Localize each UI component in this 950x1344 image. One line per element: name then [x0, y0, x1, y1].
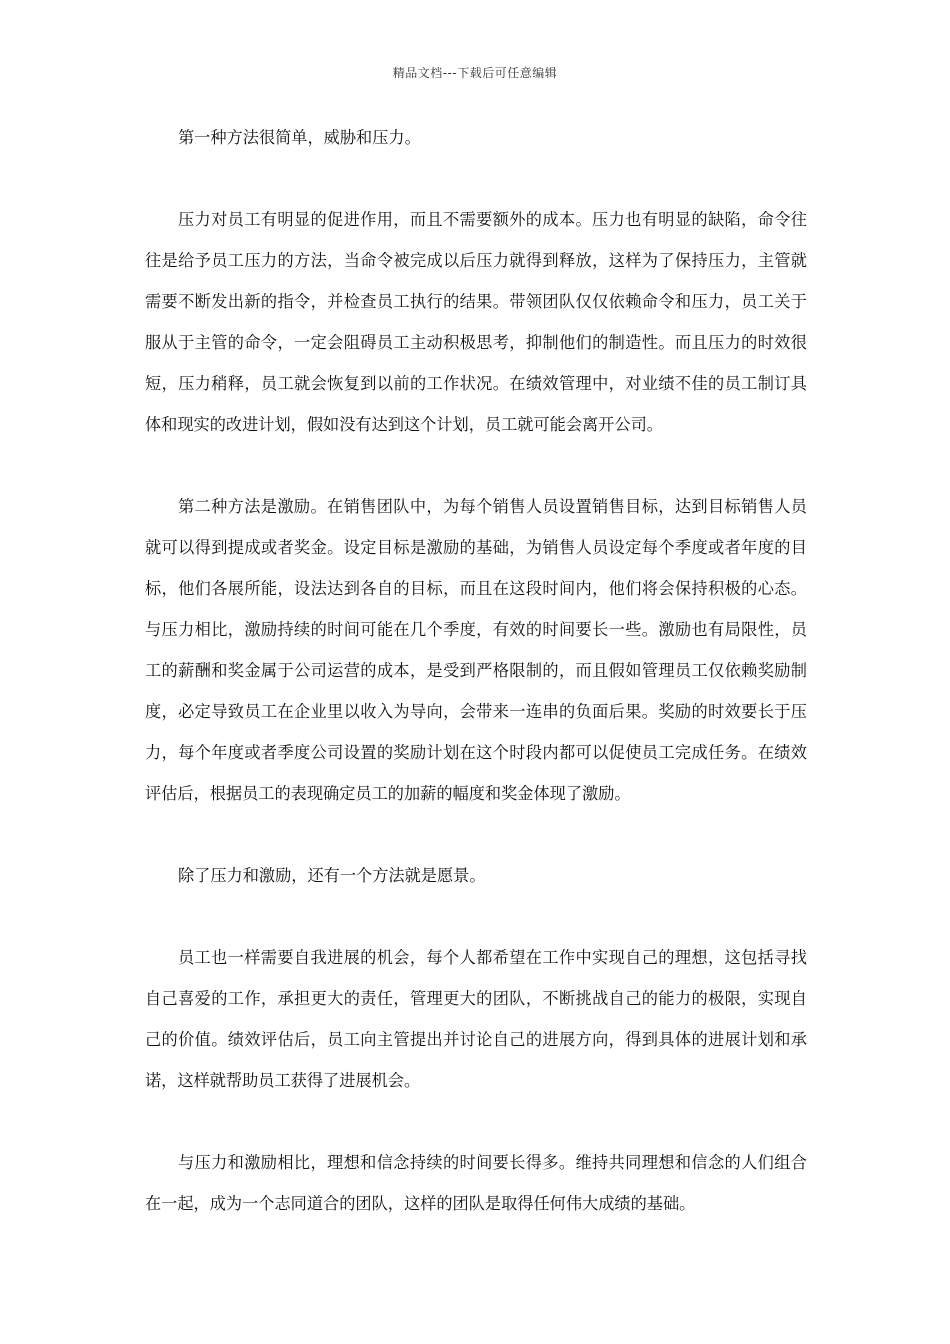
paragraph-text: 第一种方法很简单，威胁和压力。 [178, 128, 421, 147]
paragraph-text: 第二种方法是激励。在销售团队中，为每个销售人员设置销售目标，达到目标销售人员就可以得到提成或者奖金。设定目标是激励的基础，为销售人员设定每个季度或者年度的目标，他们各展所能，设法达到各自的目标，而且在这段时间内，他们将会保持积极的心态。与压力相比，激励持续的时间可能在几个季度，有效的时间要长一些。激励也有局限性，员工的薪酬和奖金属于公司运营的成本，是受到严格限制的，而且假如管理员工仅依赖奖励制度，必定导致员工在企业里以收入为导向，会带来一连串的负面后果。奖励的时效要长于压力，每个年度或者季度公司设置的奖励计划在这个时段内都可以促使员工完成任务。在绩效评估后，根据员工的表现确定员工的加薪的幅度和奖金体现了激励。 [145, 497, 807, 803]
paragraph-development [145, 937, 807, 1101]
paragraph-text: 压力对员工有明显的促进作用，而且不需要额外的成本。压力也有明显的缺陷，命令往往是给予员工压力的方法，当命令被完成以后压力就得到释放，这样为了保持压力，主管就需要不断发出新的指令，并检查员工执行的结果。带领团队仅仅依赖命令和压力，员工关于服从于主管的命令，一定会阻碍员工主动积极思考，抑制他们的制造性。而且压力的时效很短，压力稍释，员工就会恢复到以前的工作状况。在绩效管理中，对业绩不佳的员工制订具体和现实的改进计划，假如没有达到这个计划，员工就可能会离开公司。 [145, 210, 807, 434]
paragraph-vision-intro [145, 855, 807, 896]
paragraph-text: 与压力和激励相比，理想和信念持续的时间要长得多。维持共同理想和信念的人们组合在一起，成为一个志同道合的团队，这样的团队是取得任何伟大成绩的基础。 [145, 1153, 807, 1213]
paragraph-ideals [145, 1142, 807, 1224]
paragraph-method-one [145, 117, 807, 158]
paragraph-text: 除了压力和激励，还有一个方法就是愿景。 [178, 866, 486, 885]
page-header: 精品文档---下载后可任意编辑 [392, 66, 558, 80]
paragraph-pressure [145, 199, 807, 445]
paragraph-text: 员工也一样需要自我进展的机会，每个人都希望在工作中实现自己的理想，这包括寻找自己喜爱的工作，承担更大的责任，管理更大的团队，不断挑战自己的能力的极限，实现自己的价值。绩效评估后，员工向主管提出并讨论自己的进展方向，得到具体的进展计划和承诺，这样就帮助员工获得了进展机会。 [145, 948, 807, 1090]
paragraph-incentive [145, 486, 807, 814]
